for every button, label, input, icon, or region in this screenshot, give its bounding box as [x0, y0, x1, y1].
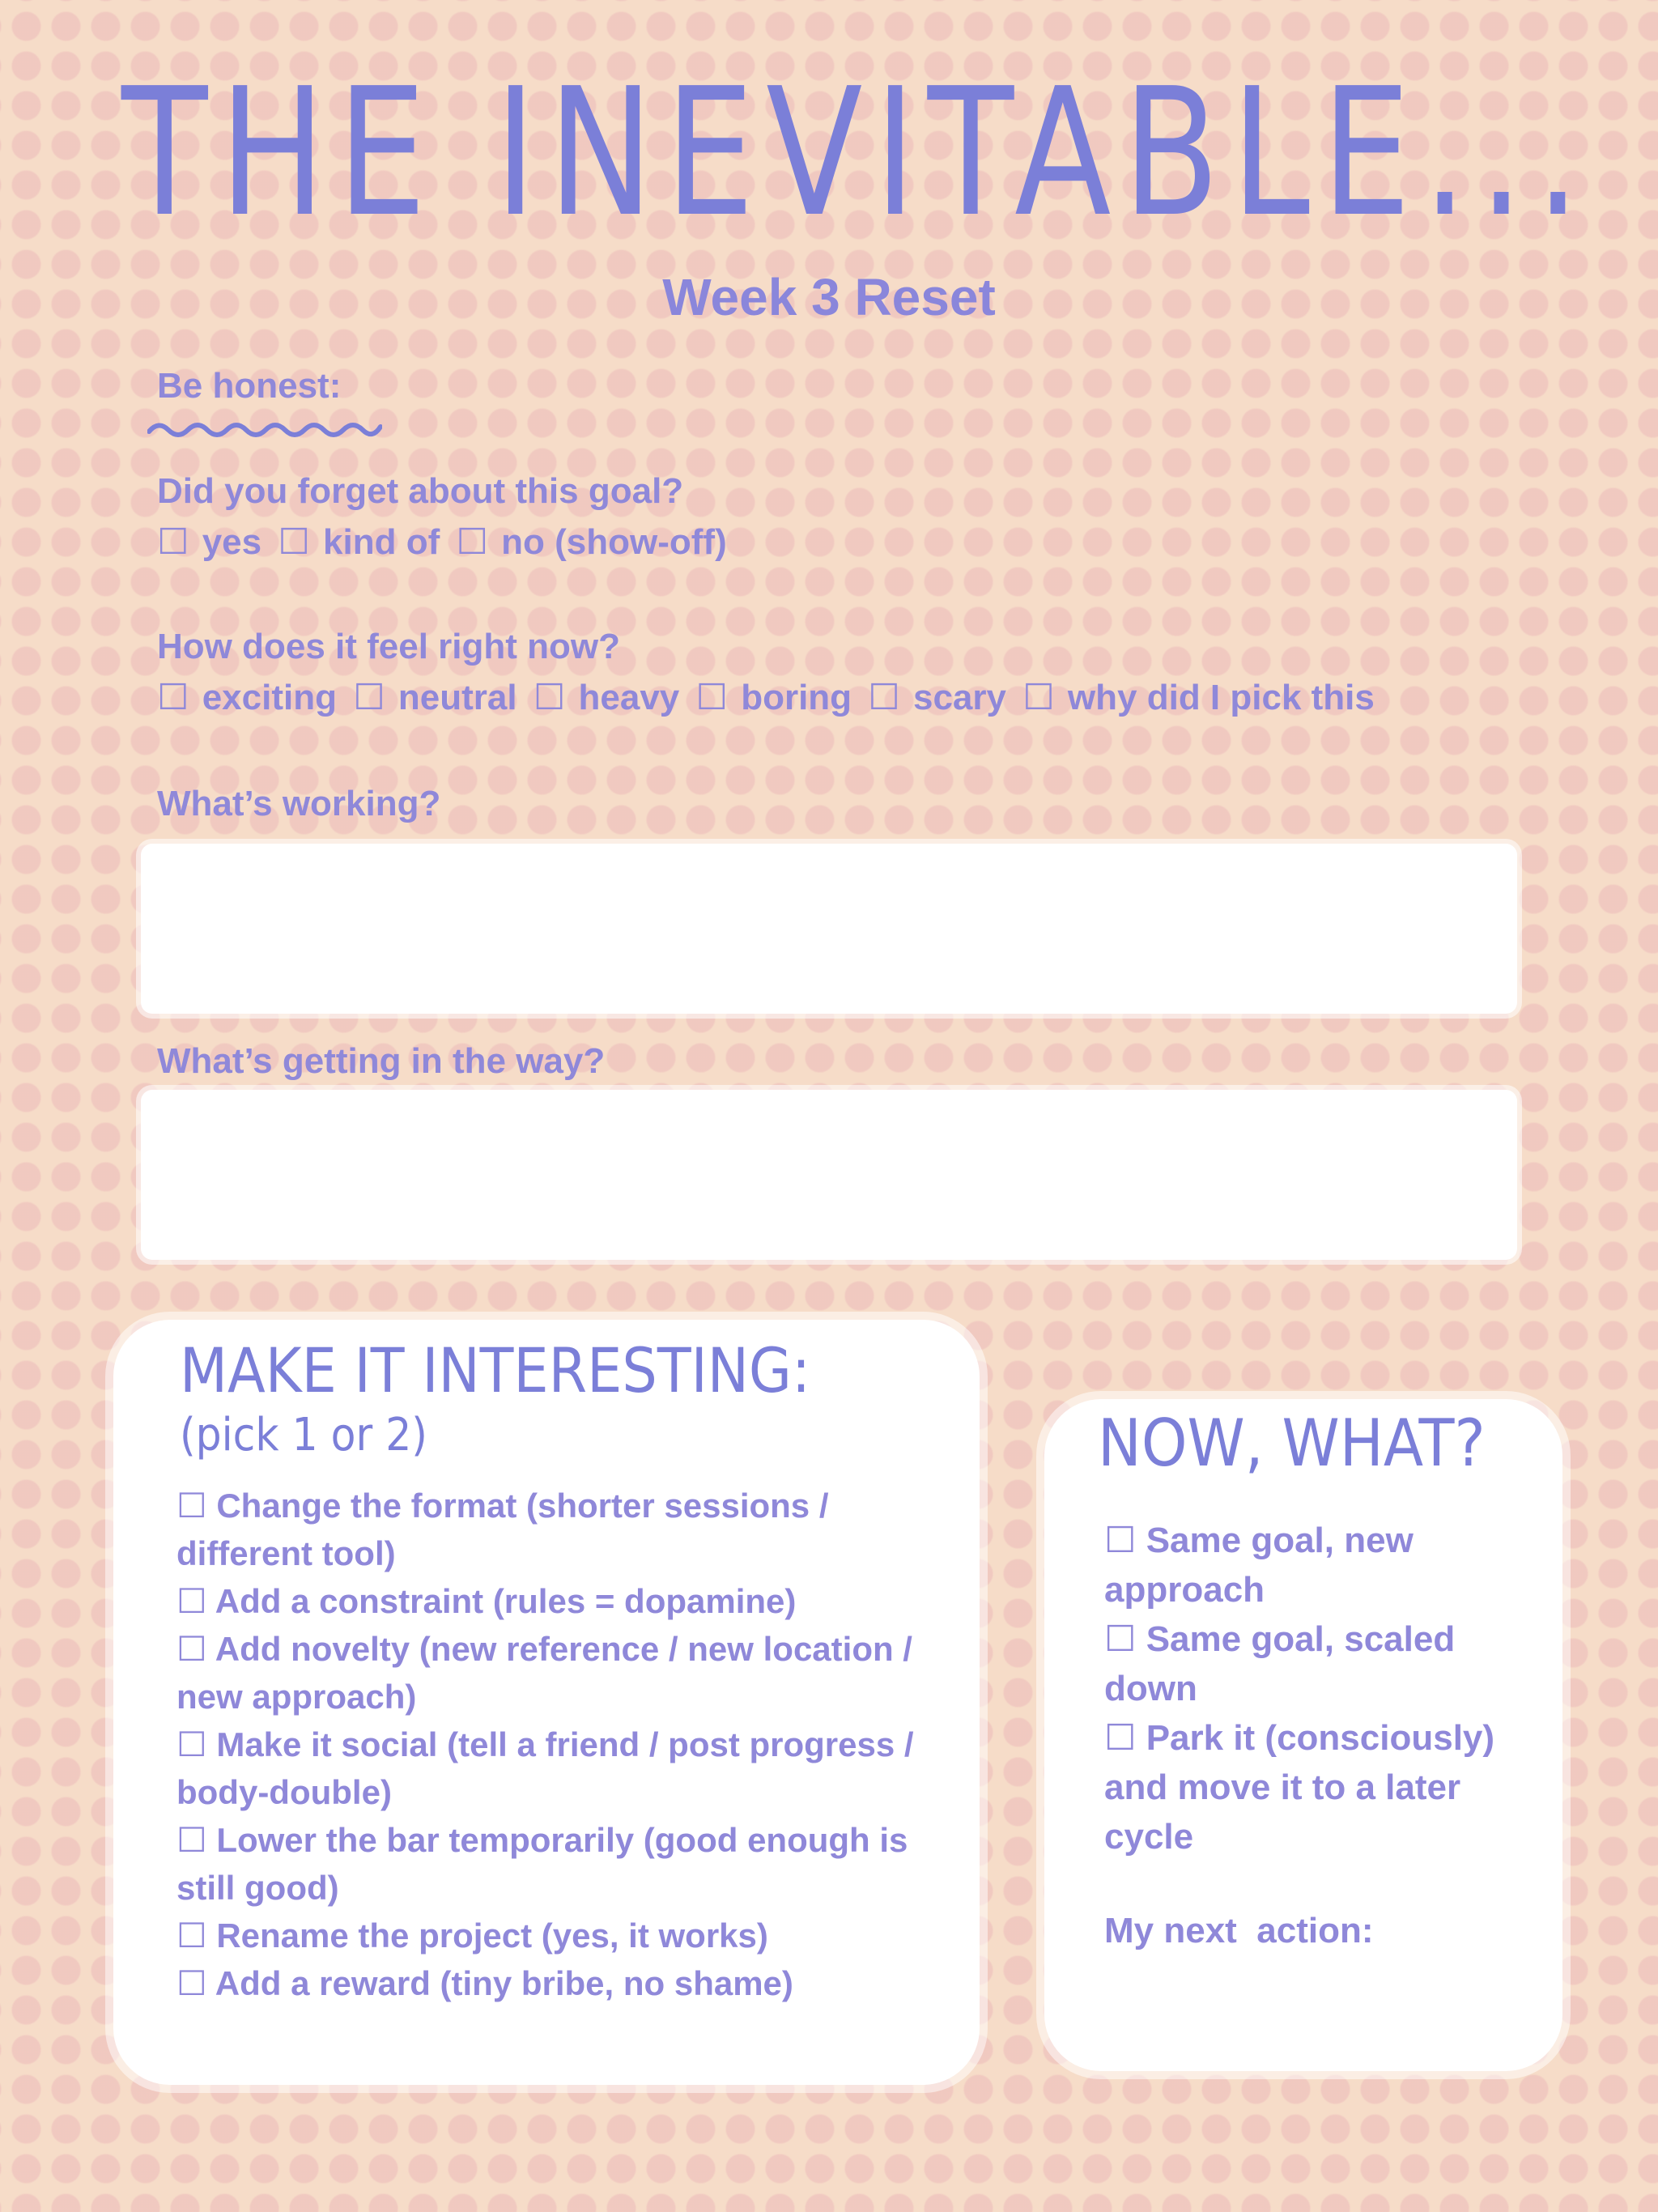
- checkbox-icon: ☐: [176, 1487, 207, 1525]
- checkbox-icon: ☐: [1104, 1521, 1137, 1560]
- interesting-item-add-reward[interactable]: ☐ Add a reward (tiny bribe, no shame): [176, 1959, 937, 2007]
- page-title: THE INEVITABLE...: [121, 51, 1592, 256]
- getting-in-way-field[interactable]: [141, 1090, 1517, 1260]
- question-getting-in-way: What’s getting in the way?: [157, 1041, 606, 1081]
- checkbox-scary[interactable]: ☐ scary: [868, 678, 1006, 717]
- checkbox-icon: ☐: [1104, 1718, 1137, 1758]
- feel-now-options: [157, 677, 1381, 718]
- now-what-list: [1104, 1516, 1541, 1861]
- pick-one-or-two-note: (pick 1 or 2): [180, 1409, 427, 1461]
- checkbox-icon: ☐: [176, 1725, 207, 1763]
- checkbox-icon: ☐: [157, 678, 189, 717]
- checkbox-icon: ☐: [176, 1582, 207, 1620]
- checkbox-icon: ☐: [1022, 678, 1055, 717]
- page-subtitle: Week 3 Reset: [662, 268, 996, 326]
- checkbox-icon: ☐: [868, 678, 900, 717]
- checkbox-icon: ☐: [456, 522, 488, 562]
- interesting-list: [176, 1482, 937, 2007]
- checkbox-exciting[interactable]: ☐ exciting: [157, 678, 337, 717]
- checkbox-kind-of[interactable]: ☐ kind of: [278, 522, 440, 562]
- checkbox-heavy[interactable]: ☐ heavy: [533, 678, 680, 717]
- be-honest-label: Be honest:: [157, 366, 342, 406]
- squiggle-underline-icon: [147, 417, 382, 441]
- checkbox-icon: ☐: [695, 678, 728, 717]
- checkbox-icon: ☐: [533, 678, 566, 717]
- now-what-item-park-it[interactable]: ☐ Park it (consciously) and move it to a later cycle: [1104, 1713, 1541, 1861]
- now-what-item-new-approach[interactable]: ☐ Same goal, new approach: [1104, 1516, 1541, 1614]
- checkbox-icon: ☐: [176, 1630, 207, 1668]
- checkbox-no[interactable]: ☐ no (show-off): [456, 522, 727, 562]
- checkbox-yes[interactable]: ☐ yes: [157, 522, 262, 562]
- checkbox-icon: ☐: [278, 522, 310, 562]
- question-forget-goal: Did you forget about this goal?: [157, 471, 684, 511]
- now-what-item-scaled-down[interactable]: ☐ Same goal, scaled down: [1104, 1614, 1541, 1713]
- checkbox-icon: ☐: [176, 1964, 207, 2002]
- question-feel-now: How does it feel right now?: [157, 627, 620, 666]
- checkbox-neutral[interactable]: ☐ neutral: [353, 678, 517, 717]
- checkbox-why-did-i-pick-this[interactable]: ☐ why did I pick this: [1022, 678, 1375, 717]
- question-whats-working: What’s working?: [157, 784, 441, 823]
- next-action-field[interactable]: [1104, 1967, 1525, 2048]
- now-what-heading: NOW, WHAT?: [1098, 1406, 1486, 1481]
- checkbox-boring[interactable]: ☐ boring: [695, 678, 852, 717]
- checkbox-icon: ☐: [176, 1916, 207, 1955]
- interesting-item-lower-bar[interactable]: ☐ Lower the bar temporarily (good enough is still good): [176, 1816, 937, 1912]
- make-it-interesting-heading: MAKE IT INTERESTING:: [180, 1334, 810, 1406]
- checkbox-icon: ☐: [157, 522, 189, 562]
- checkbox-icon: ☐: [176, 1821, 207, 1859]
- interesting-item-add-novelty[interactable]: ☐ Add novelty (new reference / new location / new approach): [176, 1625, 937, 1721]
- whats-working-field[interactable]: [141, 844, 1517, 1014]
- next-action-label: My next action:: [1104, 1911, 1374, 1950]
- interesting-item-change-format[interactable]: ☐ Change the format (shorter sessions / different tool): [176, 1482, 937, 1577]
- checkbox-icon: ☐: [1104, 1619, 1137, 1659]
- interesting-item-make-social[interactable]: ☐ Make it social (tell a friend / post progress / body-double): [176, 1721, 937, 1816]
- interesting-item-add-constraint[interactable]: ☐ Add a constraint (rules = dopamine): [176, 1577, 937, 1625]
- checkbox-icon: ☐: [353, 678, 385, 717]
- interesting-item-rename-project[interactable]: ☐ Rename the project (yes, it works): [176, 1912, 937, 1959]
- forget-goal-options: [157, 521, 733, 563]
